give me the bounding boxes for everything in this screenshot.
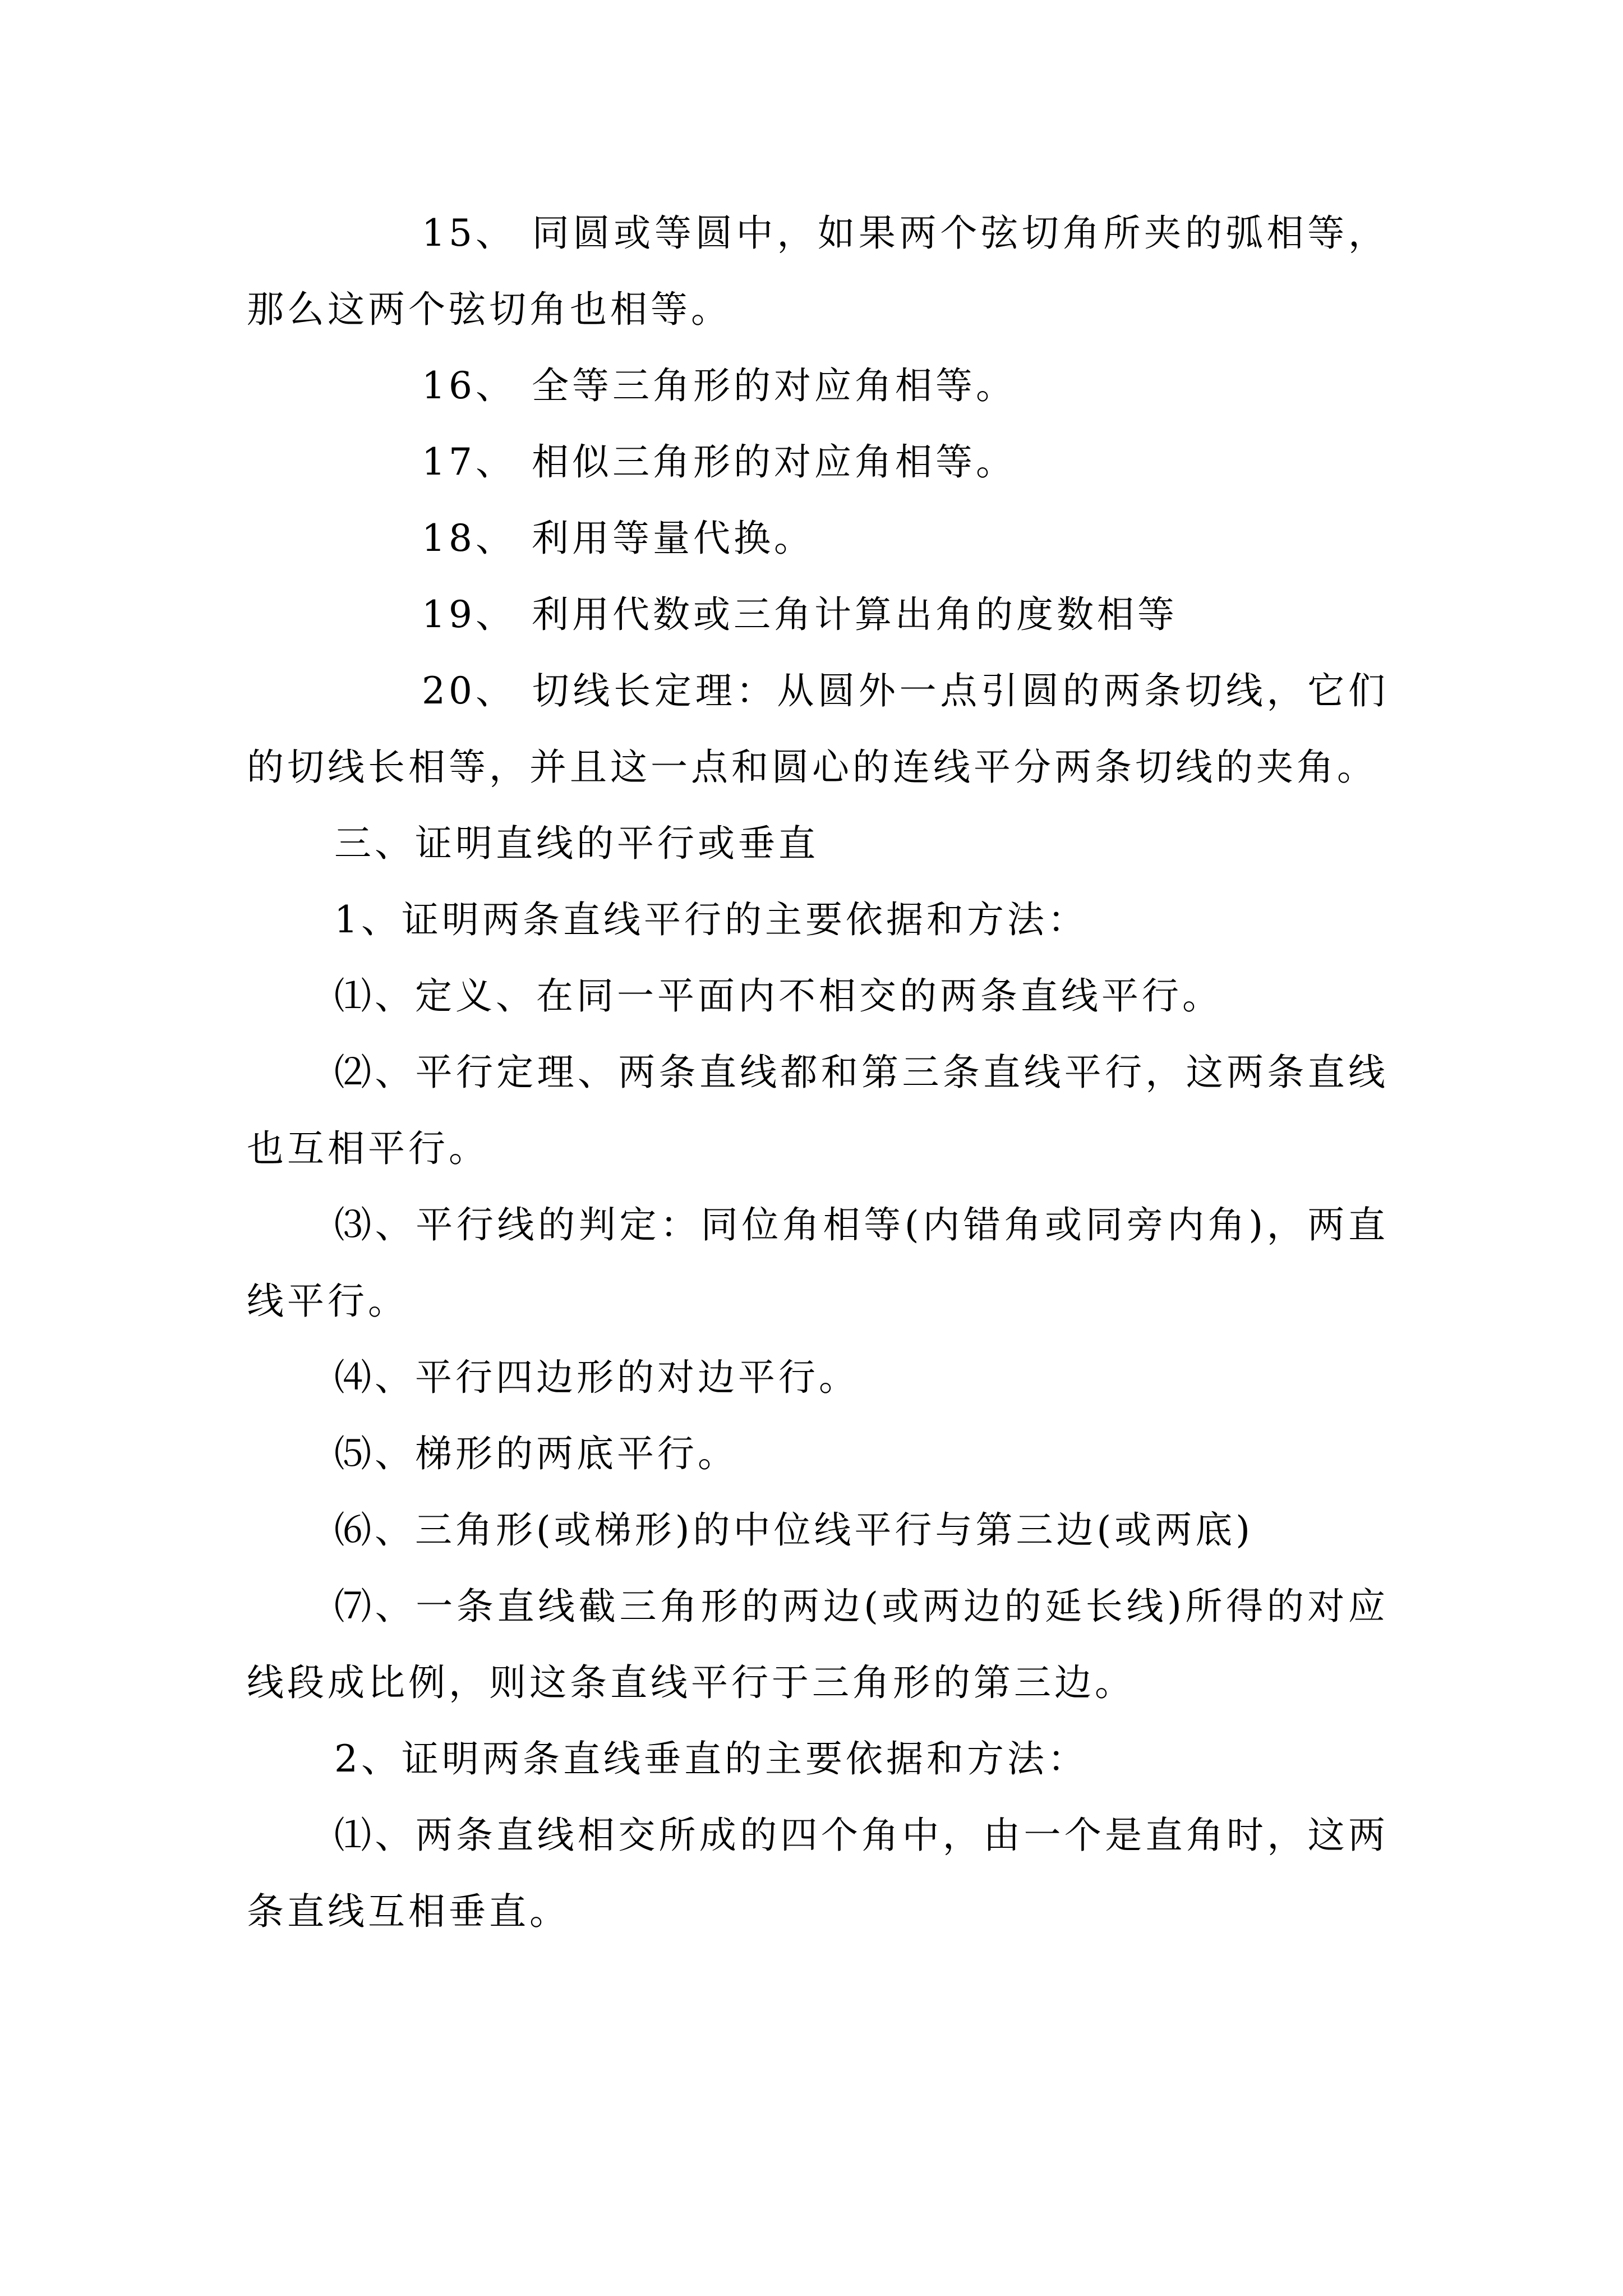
- paragraph-16: [247, 348, 1389, 424]
- subsection-heading-perpendicular: 2、证明两条直线垂直的主要依据和方法：: [334, 1737, 1088, 1780]
- item-number: 15、: [422, 211, 516, 255]
- perpendicular-item-1: ⑴、两条直线相交所成的四个角中，由一个是直角时，这两条直线互相垂直。: [247, 1814, 1389, 1933]
- document-body: [247, 195, 1389, 1950]
- parallel-item-1: ⑴、定义、在同一平面内不相交的两条直线平行。: [334, 974, 1223, 1018]
- paragraph-text: 全等三角形的对应角相等。: [531, 364, 1016, 407]
- section-heading: 三、证明直线的平行或垂直: [334, 822, 819, 865]
- paragraph-17: [247, 424, 1389, 500]
- paragraph-text: 利用等量代换。: [531, 517, 814, 560]
- parallel-item-4: ⑷、平行四边形的对边平行。: [334, 1356, 859, 1399]
- item-number: 16、: [422, 364, 516, 407]
- paragraph-text: 利用代数或三角计算出角的度数相等: [531, 593, 1178, 636]
- parallel-item-6: ⑹、三角形(或梯形)的中位线平行与第三边(或两底): [334, 1508, 1253, 1552]
- item-number: 18、: [422, 517, 516, 560]
- subsection-heading-parallel: 1、证明两条直线平行的主要依据和方法：: [334, 898, 1088, 941]
- parallel-item-3: ⑶、平行线的判定：同位角相等(内错角或同旁内角)，两直线平行。: [247, 1203, 1389, 1323]
- parallel-item-5: ⑸、梯形的两底平行。: [334, 1432, 738, 1475]
- paragraph-text: 同圆或等圆中，如果两个弦切角所夹的弧相等，那么这两个弦切角也相等。: [247, 211, 1389, 331]
- paragraph-15: [247, 195, 1389, 348]
- item-number: 20、: [422, 669, 516, 712]
- paragraph-19: [247, 577, 1389, 653]
- item-number: 17、: [422, 440, 516, 484]
- parallel-item-2: ⑵、平行定理、两条直线都和第三条直线平行，这两条直线也互相平行。: [247, 1051, 1389, 1170]
- parallel-item-7: ⑺、一条直线截三角形的两边(或两边的延长线)所得的对应线段成比例，则这条直线平行于三角形的第三边。: [247, 1585, 1389, 1704]
- paragraph-18: [247, 500, 1389, 577]
- item-number: 19、: [422, 593, 516, 636]
- paragraph-text: 切线长定理：从圆外一点引圆的两条切线，它们的切线长相等，并且这一点和圆心的连线平分两条切线的夹角。: [247, 669, 1389, 789]
- paragraph-20: [247, 653, 1389, 806]
- paragraph-text: 相似三角形的对应角相等。: [531, 440, 1016, 484]
